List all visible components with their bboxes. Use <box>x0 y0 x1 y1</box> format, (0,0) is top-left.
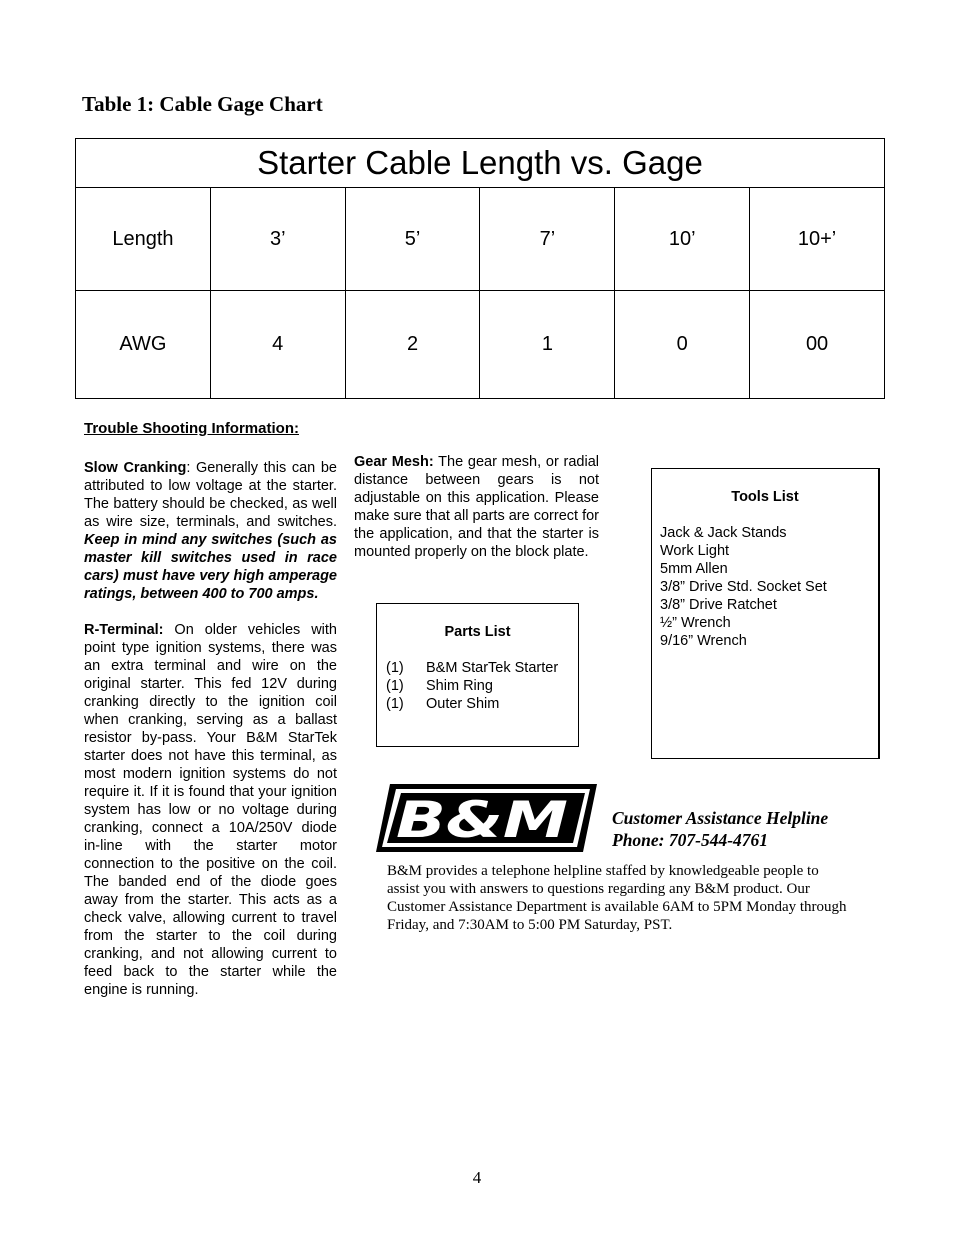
helpline-title: Customer Assistance Helpline <box>612 808 829 828</box>
awg-row <box>76 291 885 399</box>
parts-list-title: Parts List <box>444 624 511 640</box>
list-item: 5mm Allen <box>660 561 728 577</box>
table-cell: 4 <box>210 291 345 399</box>
slow-cranking-text: : Generally this can be attributed to low voltage at the starter. The battery should be checked, as well as wire size, terminals, and switches. <box>84 460 337 530</box>
list-item <box>377 659 578 677</box>
list-item <box>377 677 578 695</box>
slow-cranking-paragraph <box>84 459 337 603</box>
bm-logo-text: B&M <box>396 791 568 849</box>
troubleshooting-column-left <box>84 459 337 999</box>
table-cell: AWG <box>76 291 211 399</box>
page-number: 4 <box>472 1168 482 1187</box>
tools-list-title: Tools List <box>731 489 799 505</box>
parts-name: Shim Ring <box>426 678 493 694</box>
troubleshooting-heading: Trouble Shooting Information: <box>84 420 299 437</box>
table-cell: 10+’ <box>750 188 885 291</box>
parts-qty: (1) <box>386 678 404 694</box>
table-cell: 5’ <box>345 188 480 291</box>
parts-qty: (1) <box>386 660 404 676</box>
table-cell: 2 <box>345 291 480 399</box>
parts-name: Outer Shim <box>426 696 500 712</box>
helpline-phone: Phone: 707-544-4761 <box>612 830 769 850</box>
table-cell: 1 <box>480 291 615 399</box>
table-cell: 0 <box>615 291 750 399</box>
parts-qty: (1) <box>386 696 404 712</box>
r-terminal-label: R-Terminal: <box>84 622 164 638</box>
bm-logo <box>376 782 597 854</box>
tools-list-box <box>651 468 880 759</box>
helpline-block <box>612 807 828 851</box>
gear-mesh-paragraph <box>354 453 599 561</box>
parts-list-box <box>376 603 579 747</box>
r-terminal-text: On older vehicles with point type ignition systems, there was an extra terminal and wire on the original starter. This fed 12V during cranking directly to the ignition coil when cranking, serving as a ballast resistor by-pass. Your B&M StarTek starter does not have this terminal, as most modern ignition systems do not require it. If it is found that your ignition system has low or no voltage during cranking, connect a 10A/250V diode in-line with the starter motor connection to the positive on the coil. The banded end of the diode goes away from the starter. This acts as a check valve, allowing current to travel from the starter to the coil during cranking, and not allowing current to feed back to the starter while the engine is running. <box>84 622 337 998</box>
slow-cranking-warning: Keep in mind any switches (such as master kill switches used in race cars) must have very high amperage ratings, between 400 to 700 amps. <box>84 532 337 602</box>
table-cell: 10’ <box>615 188 750 291</box>
list-item: 3/8” Drive Std. Socket Set <box>660 579 827 595</box>
cable-gage-table <box>75 138 885 399</box>
table-cell: 3’ <box>210 188 345 291</box>
list-item: Work Light <box>660 543 730 559</box>
list-item <box>377 695 578 713</box>
gear-mesh-text: The gear mesh, or radial distance between gears is not adjustable on this application. Please make sure that all parts are correct for the application, and that the starter is mounted properly on the block plate. <box>354 454 599 560</box>
gear-mesh-label: Gear Mesh: <box>354 454 434 470</box>
troubleshooting-column-middle <box>354 453 599 561</box>
table-cell: Length <box>76 188 211 291</box>
r-terminal-paragraph <box>84 621 337 999</box>
length-row <box>76 188 885 291</box>
table-cell: 00 <box>750 291 885 399</box>
gage-table-title: Starter Cable Length vs. Gage <box>76 139 885 188</box>
parts-name: B&M StarTek Starter <box>426 660 559 676</box>
helpline-description: B&M provides a telephone helpline staffed by knowledgeable people to assist you with answers to questions regarding any B&M product. Our Customer Assistance Department is available 6AM to 5PM Monday through Friday, and 7:30AM to 5:00 PM Saturday, PST. <box>387 863 847 933</box>
slow-cranking-label: Slow Cranking <box>84 460 187 476</box>
list-item: ½” Wrench <box>660 615 731 631</box>
table-cell: 7’ <box>480 188 615 291</box>
list-item: Jack & Jack Stands <box>660 525 787 541</box>
list-item: 3/8” Drive Ratchet <box>660 597 777 613</box>
list-item: 9/16” Wrench <box>660 633 747 649</box>
table-title: Table 1: Cable Gage Chart <box>82 92 323 116</box>
